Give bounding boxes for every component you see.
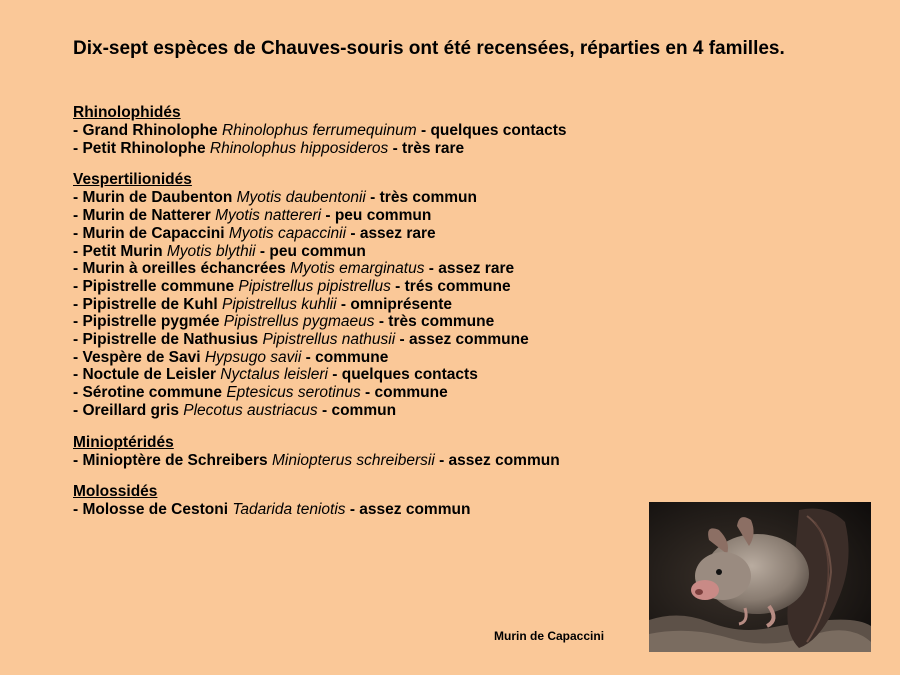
species-status: - assez commun — [345, 501, 471, 519]
species-item — [73, 384, 773, 402]
bat-illustration — [649, 502, 871, 652]
species-item — [73, 207, 773, 225]
species-item — [73, 452, 773, 470]
species-item — [73, 243, 773, 261]
species-item — [73, 296, 773, 314]
species-item — [73, 366, 773, 384]
species-common-name: - Pipistrelle de Kuhl — [73, 295, 222, 313]
species-common-name: - Molosse de Cestoni — [73, 501, 233, 519]
species-scientific-name: Myotis emarginatus — [290, 260, 425, 278]
species-status: - assez commune — [395, 331, 529, 349]
species-status: - quelques contacts — [327, 366, 478, 384]
family-section — [73, 104, 773, 157]
species-status: - trés commune — [390, 277, 511, 295]
species-common-name: - Oreillard gris — [73, 401, 184, 419]
species-status: - commune — [301, 348, 389, 366]
species-status: - assez rare — [424, 260, 515, 278]
species-common-name: - Sérotine commune — [73, 384, 227, 402]
species-item — [73, 278, 773, 296]
species-common-name: - Murin de Natterer — [73, 207, 216, 225]
species-status: - commune — [360, 384, 448, 402]
species-scientific-name: Plecotus austriacus — [183, 401, 318, 419]
species-common-name: - Petit Rhinolophe — [73, 139, 210, 157]
species-status: - très commun — [365, 189, 477, 207]
species-item — [73, 313, 773, 331]
species-common-name: - Pipistrelle pygmée — [73, 313, 224, 331]
species-item — [73, 122, 773, 140]
slide-title: Dix-sept espèces de Chauves-souris ont été recensées, réparties en 4 familles. — [73, 38, 785, 59]
species-common-name: - Pipistrelle commune — [73, 277, 239, 295]
species-status: - commun — [317, 401, 397, 419]
species-scientific-name: Tadarida teniotis — [232, 501, 346, 519]
species-common-name: - Petit Murin — [73, 242, 167, 260]
species-common-name: - Minioptère de Schreibers — [73, 451, 272, 469]
species-scientific-name: Miniopterus schreibersii — [271, 451, 435, 469]
species-status: - assez rare — [346, 224, 436, 242]
species-item — [73, 402, 773, 420]
species-scientific-name: Pipistrellus nathusii — [262, 331, 396, 349]
species-status: - peu commun — [321, 207, 432, 225]
species-status: - quelques contacts — [416, 122, 567, 139]
family-section — [73, 434, 773, 470]
species-scientific-name: Hypsugo savii — [204, 348, 302, 366]
species-common-name: - Murin de Capaccini — [73, 224, 229, 242]
family-heading: Rhinolophidés — [73, 104, 181, 121]
photo-caption: Murin de Capaccini — [494, 629, 605, 643]
species-scientific-name: Myotis daubentonii — [236, 189, 366, 207]
species-content — [73, 104, 773, 533]
family-heading: Molossidés — [73, 483, 158, 501]
family-section — [73, 171, 773, 419]
species-item — [73, 349, 773, 367]
family-heading: Vespertilionidés — [73, 171, 192, 189]
species-item — [73, 225, 773, 243]
species-item — [73, 331, 773, 349]
species-scientific-name: Eptesicus serotinus — [226, 384, 361, 402]
species-item — [73, 140, 773, 158]
species-item — [73, 189, 773, 207]
species-scientific-name: Myotis nattereri — [215, 207, 322, 225]
family-heading: Minioptéridés — [73, 433, 174, 451]
species-common-name: - Pipistrelle de Nathusius — [73, 331, 263, 349]
species-scientific-name: Rhinolophus hipposideros — [209, 139, 389, 157]
species-common-name: - Murin de Daubenton — [73, 189, 237, 207]
species-status: - très rare — [388, 139, 465, 157]
species-list — [73, 122, 773, 157]
species-scientific-name: Myotis blythii — [166, 242, 256, 260]
species-list — [73, 189, 773, 419]
species-list — [73, 452, 773, 470]
species-common-name: - Vespère de Savi — [73, 348, 205, 366]
species-status: - peu commun — [255, 242, 366, 260]
species-common-name: - Murin à oreilles échancrées — [73, 260, 291, 278]
species-scientific-name: Pipistrellus pipistrellus — [238, 277, 391, 295]
bat-photo — [649, 502, 871, 652]
species-status: - très commune — [374, 313, 495, 331]
species-item — [73, 260, 773, 278]
species-scientific-name: Pipistrellus pygmaeus — [223, 313, 375, 331]
species-common-name: - Grand Rhinolophe — [73, 122, 222, 139]
species-scientific-name: Myotis capaccinii — [228, 224, 347, 242]
species-scientific-name: Nyctalus leisleri — [220, 366, 328, 384]
species-scientific-name: Pipistrellus kuhlii — [222, 295, 337, 313]
species-status: - omniprésente — [336, 295, 452, 313]
species-common-name: - Noctule de Leisler — [73, 366, 221, 384]
species-scientific-name: Rhinolophus ferrumequinum — [221, 122, 417, 139]
species-status: - assez commun — [434, 451, 560, 469]
